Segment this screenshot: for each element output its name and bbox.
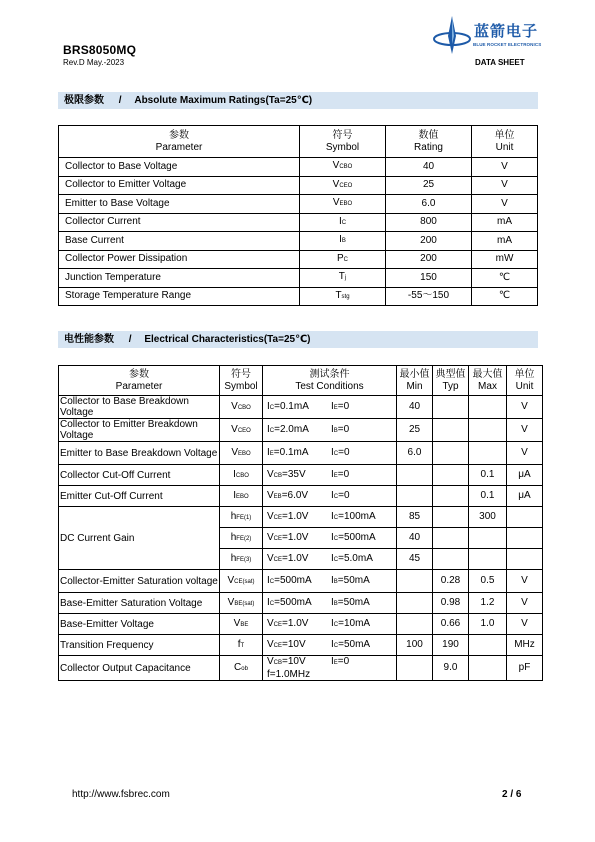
symbol-cell: VBE(sat)	[220, 593, 263, 614]
table-row	[59, 656, 543, 681]
min-cell	[397, 570, 433, 593]
param-cell: Emitter to Base Breakdown Voltage	[59, 442, 220, 465]
section-title-en: Electrical Characteristics(Ta=25℃)	[144, 334, 311, 345]
header-cell: 最小值 Min	[397, 366, 433, 396]
section-title-sep: /	[118, 95, 122, 106]
min-cell	[397, 486, 433, 507]
max-cell: 0.1	[469, 465, 507, 486]
param-cell: Collector Cut-Off Current	[59, 465, 220, 486]
typ-cell	[433, 465, 469, 486]
rating-cell: 6.0	[386, 195, 472, 214]
unit-cell: ℃	[472, 287, 538, 306]
typ-cell: 190	[433, 635, 469, 656]
symbol-cell: PC	[300, 250, 386, 269]
rating-cell: 40	[386, 158, 472, 177]
table-row	[59, 213, 538, 232]
symbol-cell: VEBO	[300, 195, 386, 214]
condition-cell: VCE=1.0V IC=10mA	[263, 614, 397, 635]
max-cell	[469, 442, 507, 465]
table-row	[59, 507, 543, 528]
unit-cell: μA	[507, 465, 543, 486]
section-title-cn: 电性能参数	[64, 334, 114, 345]
min-cell	[397, 656, 433, 681]
rating-cell: 800	[386, 213, 472, 232]
min-cell: 100	[397, 635, 433, 656]
max-cell	[469, 419, 507, 442]
symbol-cell: IC	[300, 213, 386, 232]
param-cell: Transition Frequency	[59, 635, 220, 656]
header-cell: 测试条件 Test Conditions	[263, 366, 397, 396]
symbol-cell: Cob	[220, 656, 263, 681]
param-cell: Base-Emitter Voltage	[59, 614, 220, 635]
condition-cell: IC=2.0mA IB=0	[263, 419, 397, 442]
typ-cell: 0.28	[433, 570, 469, 593]
unit-cell: V	[507, 614, 543, 635]
param-cell: Collector to Emitter Breakdown Voltage	[59, 419, 220, 442]
condition-cell: VCB=35V IE=0	[263, 465, 397, 486]
max-cell	[469, 528, 507, 549]
table-header-row	[59, 126, 538, 158]
header-cell: 参数 Parameter	[59, 366, 220, 396]
unit-cell: V	[472, 195, 538, 214]
company-logo	[432, 14, 542, 56]
param-cell: Collector to Emitter Voltage	[59, 176, 300, 195]
unit-cell: V	[507, 419, 543, 442]
table-row	[59, 287, 538, 306]
unit-cell: mW	[472, 250, 538, 269]
param-cell: Collector Power Dissipation	[59, 250, 300, 269]
symbol-cell: hFE(1)	[220, 507, 263, 528]
param-cell: Emitter Cut-Off Current	[59, 486, 220, 507]
section-title-en: Absolute Maximum Ratings(Ta=25℃)	[134, 95, 313, 106]
table-row	[59, 570, 543, 593]
unit-cell	[507, 528, 543, 549]
section-electrical-header	[58, 331, 538, 348]
symbol-cell: VCBO	[300, 158, 386, 177]
symbol-cell: hFE(2)	[220, 528, 263, 549]
table-row	[59, 232, 538, 251]
param-cell: Emitter to Base Voltage	[59, 195, 300, 214]
rating-cell: -55～150	[386, 287, 472, 306]
header-cell: 最大值 Max	[469, 366, 507, 396]
param-cell: Collector-Emitter Saturation voltage	[59, 570, 220, 593]
rating-cell: 200	[386, 232, 472, 251]
unit-cell: pF	[507, 656, 543, 681]
typ-cell	[433, 486, 469, 507]
doc-type-label: DATA SHEET	[475, 58, 525, 67]
condition-cell: IC=0.1mA IE=0	[263, 396, 397, 419]
symbol-cell: IB	[300, 232, 386, 251]
min-cell	[397, 593, 433, 614]
min-cell: 85	[397, 507, 433, 528]
typ-cell: 0.66	[433, 614, 469, 635]
min-cell	[397, 465, 433, 486]
revision-label: Rev.D May.-2023	[63, 58, 125, 67]
param-cell: Collector Current	[59, 213, 300, 232]
min-cell: 25	[397, 419, 433, 442]
symbol-cell: VCBO	[220, 396, 263, 419]
max-cell	[469, 549, 507, 570]
header-cell: 符号 Symbol	[220, 366, 263, 396]
unit-cell	[507, 549, 543, 570]
unit-cell: V	[472, 176, 538, 195]
typ-cell	[433, 442, 469, 465]
table-row	[59, 486, 543, 507]
symbol-cell: fT	[220, 635, 263, 656]
section-title-sep: /	[128, 334, 132, 345]
condition-cell: IC=500mA IB=50mA	[263, 593, 397, 614]
max-cell: 1.0	[469, 614, 507, 635]
table-row	[59, 442, 543, 465]
header-cell: 典型值 Typ	[433, 366, 469, 396]
unit-cell	[507, 507, 543, 528]
min-cell: 40	[397, 396, 433, 419]
unit-cell: μA	[507, 486, 543, 507]
param-cell: Junction Temperature	[59, 269, 300, 288]
table-row	[59, 396, 543, 419]
symbol-cell: hFE(3)	[220, 549, 263, 570]
table-row	[59, 195, 538, 214]
symbol-cell: VCEO	[220, 419, 263, 442]
typ-cell	[433, 419, 469, 442]
max-cell	[469, 656, 507, 681]
condition-cell: VCE=1.0V IC=500mA	[263, 528, 397, 549]
symbol-cell: ICBO	[220, 465, 263, 486]
table-row	[59, 614, 543, 635]
unit-cell: V	[507, 593, 543, 614]
symbol-cell: Tj	[300, 269, 386, 288]
section-absolute-max-header	[58, 92, 538, 109]
typ-cell	[433, 549, 469, 570]
typ-cell	[433, 528, 469, 549]
header-cell: 参数 Parameter	[59, 126, 300, 158]
symbol-cell: IEBO	[220, 486, 263, 507]
section-title-cn: 极限参数	[64, 95, 104, 106]
table-header-row	[59, 366, 543, 396]
condition-cell: VCB=10V IE=0 f=1.0MHz	[263, 656, 397, 681]
table-row	[59, 593, 543, 614]
condition-cell: VCE=1.0V IC=100mA	[263, 507, 397, 528]
param-cell: Collector to Base Voltage	[59, 158, 300, 177]
symbol-cell: VCE(sat)	[220, 570, 263, 593]
rating-cell: 25	[386, 176, 472, 195]
param-cell: Collector to Base Breakdown Voltage	[59, 396, 220, 419]
min-cell	[397, 614, 433, 635]
table-row	[59, 269, 538, 288]
absolute-max-ratings-table	[58, 125, 538, 306]
electrical-characteristics-table	[58, 365, 543, 681]
max-cell: 1.2	[469, 593, 507, 614]
condition-cell: IC=500mA IB=50mA	[263, 570, 397, 593]
part-number: BRS8050MQ	[63, 43, 137, 57]
table-row	[59, 465, 543, 486]
table-row	[59, 250, 538, 269]
min-cell: 45	[397, 549, 433, 570]
unit-cell: V	[507, 442, 543, 465]
header-cell: 单位 Unit	[507, 366, 543, 396]
param-cell: Base Current	[59, 232, 300, 251]
min-cell: 6.0	[397, 442, 433, 465]
table-row	[59, 635, 543, 656]
min-cell: 40	[397, 528, 433, 549]
param-cell: Base-Emitter Saturation Voltage	[59, 593, 220, 614]
header-cell: 数值 Rating	[386, 126, 472, 158]
table-row	[59, 419, 543, 442]
typ-cell	[433, 396, 469, 419]
header-cell: 符号 Symbol	[300, 126, 386, 158]
symbol-cell: VCEO	[300, 176, 386, 195]
rating-cell: 200	[386, 250, 472, 269]
unit-cell: V	[472, 158, 538, 177]
header-cell: 单位 Unit	[472, 126, 538, 158]
condition-cell: VEB=6.0V IC=0	[263, 486, 397, 507]
unit-cell: V	[507, 570, 543, 593]
unit-cell: V	[507, 396, 543, 419]
condition-cell: VCE=1.0V IC=5.0mA	[263, 549, 397, 570]
max-cell	[469, 396, 507, 419]
typ-cell: 0.98	[433, 593, 469, 614]
page-number: 2 / 6	[502, 789, 522, 800]
max-cell: 0.1	[469, 486, 507, 507]
max-cell	[469, 635, 507, 656]
table-row	[59, 158, 538, 177]
condition-cell: IE=0.1mA IC=0	[263, 442, 397, 465]
condition-cell: VCE=10V IC=50mA	[263, 635, 397, 656]
unit-cell: ℃	[472, 269, 538, 288]
table-row	[59, 176, 538, 195]
symbol-cell: VEBO	[220, 442, 263, 465]
max-cell: 0.5	[469, 570, 507, 593]
typ-cell	[433, 507, 469, 528]
logo-en-text: BLUE ROCKET ELECTRONICS	[473, 42, 542, 47]
rating-cell: 150	[386, 269, 472, 288]
typ-cell: 9.0	[433, 656, 469, 681]
logo-cn-text: 蓝箭电子	[474, 23, 539, 40]
unit-cell: mA	[472, 213, 538, 232]
footer-url[interactable]: http://www.fsbrec.com	[72, 789, 170, 800]
param-cell: Storage Temperature Range	[59, 287, 300, 306]
max-cell: 300	[469, 507, 507, 528]
param-cell: DC Current Gain	[59, 507, 220, 570]
unit-cell: mA	[472, 232, 538, 251]
symbol-cell: Tstg	[300, 287, 386, 306]
unit-cell: MHz	[507, 635, 543, 656]
rocket-logo-icon	[432, 14, 472, 56]
param-cell: Collector Output Capacitance	[59, 656, 220, 681]
symbol-cell: VBE	[220, 614, 263, 635]
